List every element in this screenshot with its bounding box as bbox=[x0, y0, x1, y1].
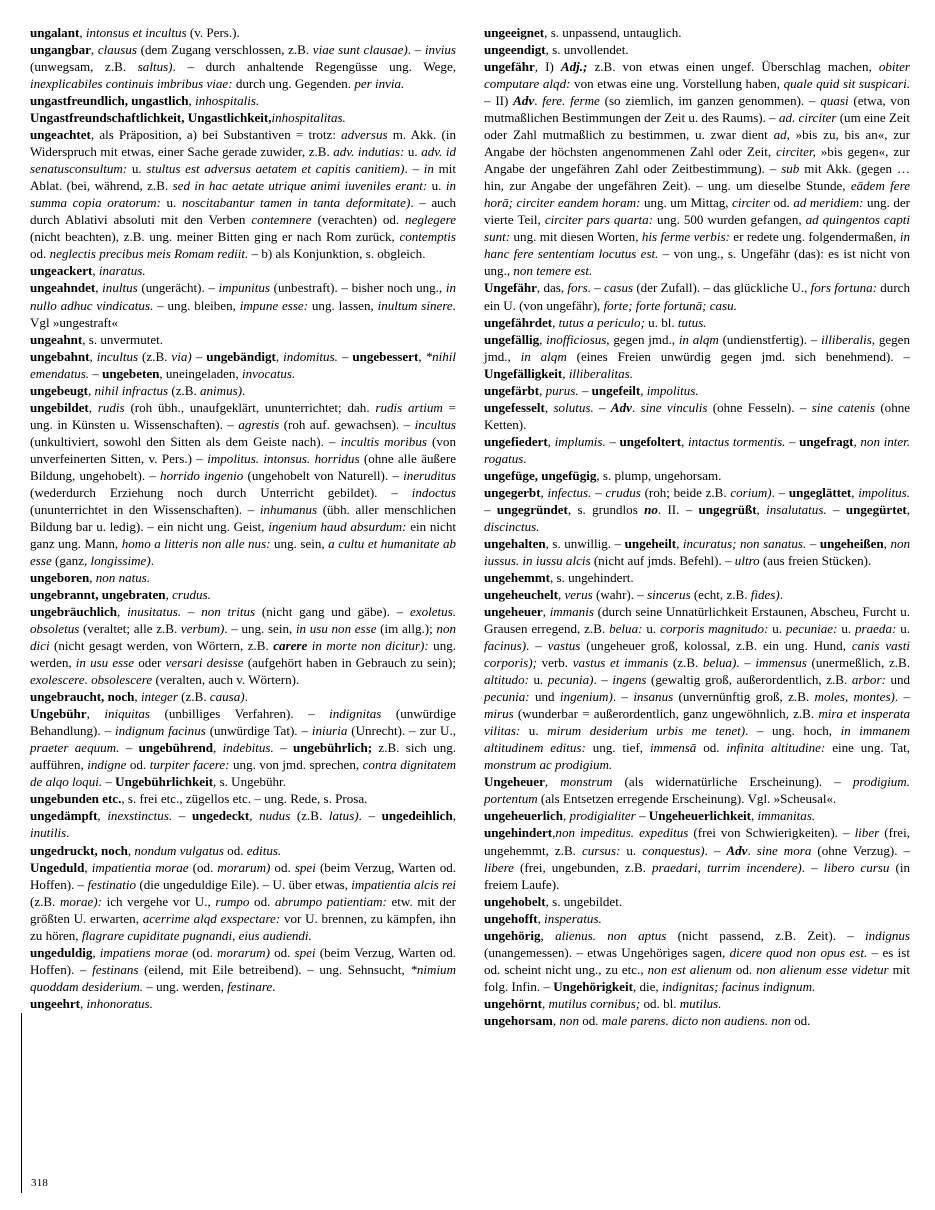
dictionary-entry-ungeahnt: ungeahnt, s. unvermutet. bbox=[30, 331, 164, 347]
left-text-column bbox=[30, 24, 456, 1144]
dictionary-entry-ungeheuer-noun: Ungeheuer, monstrum (als widernatürliche Erscheinung). – prodigium. portentum (als Entsetzen erregende Erscheinung). Vgl. »Scheusal«. bbox=[484, 774, 910, 807]
dictionary-entry-ungehoerig: ungehörig, alienus. non aptus (nicht passend, z.B. Zeit). – indignus (unangemessen). – etwas Ungehöriges sagen, dicere quod non opus est. – es ist od. scheint nicht ung., zu etc., non est alienum od. non alienum esse videtur mit folg. Infin. – Ungehörigkeit, die, indignitas; facinus indignum. bbox=[484, 927, 910, 994]
dictionary-entry-ungegerbt: ungegerbt, infectus. – crudus (roh; beide z.B. corium). – ungeglättet, impolitus. – ungegründet, s. grundlos no. II. – ungegrüßt, insalutatus. – ungegürtet, discinctus. bbox=[484, 484, 911, 534]
dictionary-entry-ungeduld: Ungeduld, impatientia morae (od. morarum) od. spei (beim Verzug, Warten od. Hoffen). – festinatio (die ungeduldige Eile). – U. über etwas, impatientia alcis rei (z.B. morae): ich vergehe vor U., rumpo od. abrumpo patientiam: etw. mit der größten U. erwarten, acerrime alqd exspectare: vor U. brennen, zu kämpfen, ihn zu hören, flagrare cupiditate pugnandi, eius audiendi. bbox=[30, 859, 457, 943]
dictionary-entry-ungefesselt: ungefesselt, solutus. – Adv. sine vinculis (ohne Fesseln). – sine catenis (ohne Ketten). bbox=[484, 399, 911, 432]
page-number: 318 bbox=[31, 1177, 49, 1189]
dictionary-entry-ungehemmt: ungehemmt, s. ungehindert. bbox=[484, 570, 634, 585]
dictionary-entry-ungastfreundlich: ungastfreundlich, ungastlich, inhospitalis. bbox=[30, 93, 260, 109]
dictionary-entry-ungefaehr-noun: Ungefähr, das, fors. – casus (der Zufall). – das glückliche U., fors fortuna: durch ein U. (von ungefähr), forte; forte fortunā; casu. bbox=[484, 280, 910, 313]
dictionary-entry-ungangbar: ungangbar, clausus (dem Zugang verschlossen, z.B. viae sunt clausae). – invius (unwegsam, z.B. saltus). – durch anhaltende Regengüsse ung. Wege, inexplicabiles continuis imbribus viae: durch ung. Gegenden. per invia. bbox=[30, 42, 457, 92]
dictionary-entry-ungeeignet: ungeeignet, s. unpassend, untauglich. bbox=[484, 25, 682, 40]
dictionary-entry-ungedaempft: ungedämpft, inexstinctus. – ungedeckt, nudus (z.B. latus). – ungedeihlich, inutilis. bbox=[30, 808, 456, 841]
right-text-column bbox=[484, 24, 910, 1144]
dictionary-entry-ungeahndet: ungeahndet, inultus (ungerächt). – impunitus (unbestraft). – bisher noch ung., in nullo adhuc vindicatus. – ung. bleiben, impune esse: ung. lassen, inultum sinere. Vgl »ungestraft« bbox=[30, 280, 456, 330]
dictionary-entry-ungefuege: ungefüge, ungefügig, s. plump, ungehorsam. bbox=[484, 467, 722, 483]
dictionary-entry-ungastfreundschaftlichkeit: Ungastfreundschaftlichkeit, Ungastlichkeit,inhospitalitas. bbox=[30, 110, 346, 126]
two-column-text-body bbox=[30, 24, 910, 1144]
dictionary-entry-ungeduldig: ungeduldig, impatiens morae (od. morarum) od. spei (beim Verzug, Warten od. Hoffen). – festinans (eilend, mit Eile betreibend). – ung. Sehnsucht, *nimium quoddam desiderium. – ung. werden, festinare. bbox=[30, 944, 457, 994]
dictionary-entry-ungehofft: ungehofft, insperatus. bbox=[484, 910, 602, 926]
dictionary-entry-ungeachtet: ungeachtet, als Präposition, a) bei Substantiven = trotz: adversus m. Akk. (in Widerspruch mit etwas, einer Sache gerade zuwider, z.B. adv. indutias: u. adv. id senatusconsultum: u. stultus est adversus aetatem et capitis canitiem). – in mit Ablat. (bei, während, z.B. sed in hac aetate utrique animi iuveniles erant: u. in summa copia oratorum: u. noscitabantur tamen in tanta deformitate). – auch durch Ablativi absoluti mit den Verben contemnere (verachten) od. neglegere (nicht beachten), z.B. ung. meiner Bitten ging er nach Rom zurück, contemptis od. neglectis precibus meis Romam rediit. – b) als Konjunktion, s. obgleich. bbox=[30, 127, 456, 262]
dictionary-entry-ungeendigt: ungeendigt, s. unvollendet. bbox=[484, 42, 629, 58]
dictionary-entry-ungehobelt: ungehobelt, s. ungebildet. bbox=[484, 893, 623, 909]
dictionary-entry-ungedruckt: ungedruckt, noch, nondum vulgatus od. editus. bbox=[30, 842, 282, 858]
dictionary-entry-ungeehrt: ungeehrt, inhonoratus. bbox=[30, 995, 153, 1011]
dictionary-entry-ungefaellig: ungefällig, inofficiosus, gegen jmd., in alqm (undienstfertig). – illiberalis, gegen jmd., in alqm (eines Freien unwürdig gegen jmd. sich benehmend). – Ungefälligkeit, illiberalitas. bbox=[484, 331, 910, 381]
dictionary-entry-ungeheuer-adj: ungeheuer, immanis (durch seine Unnatürlichkeit Erstaunen, Abscheu, Furcht u. Grausen erregend, z.B. belua: u. corporis magnitudo: u. pecuniae: u. praeda: u. facinus). – vastus (ungeheuer groß, kolossal, z.B. ein ung. Hund, canis vasti corporis); verb. vastus et immanis (z.B. belua). – immensus (unermeßlich, z.B. altitudo: u. pecunia). – ingens (gewaltig groß, außerordentlich, z.B. arbor: und pecunia: und ingenium). – insanus (unvernünftig groß, z.B. moles, montes). – mirus (wunderbar = außerordentlich, ganz ungewöhnlich, z.B. mira et insperata vilitas: u. mirum desiderium urbis me tenet). – ung. hoch, in immanem altitudinem editus: ung. tief, immensā od. infinita altitudine: eine ung. Tat, monstrum ac prodigium. bbox=[484, 604, 911, 773]
dictionary-entry-ungebildet: ungebildet, rudis (roh übh., unaufgeklärt, ununterrichtet; dah. rudis artium = ung. in Künsten u. Wissenschaften). – agrestis (roh auf. gewachsen). – incultus (unkultiviert, sowohl den Sitten als dem Geiste nach). – incultis moribus (von unverfeinerten Sitten, v. Pers.) – impolitus. intonsus. horridus (ohne alle äußere Bildung, ungehobelt). – horrido ingenio (ungehobelt von Naturell). – ineruditus (wederdurch Erziehung noch durch Unterricht gebildet). – indoctus (ununterrichtet in den Wissenschaften). – inhumanus (übh. aller menschlichen Bildung bar u. ledig). – ein nicht ung. Geist, ingenium haud absurdum: ein nicht ganz ung. Mann, homo a litteris non alle nus: ung. sein, a cultu et humanitate ab esse (ganz, longissime). bbox=[30, 399, 457, 568]
dictionary-entry-ungefiedert: ungefiedert, implumis. – ungefoltert, intactus tormentis. – ungefragt, non inter. rogatus. bbox=[484, 433, 911, 466]
dictionary-entry-ungehalten: ungehalten, s. unwillig. – ungeheilt, incuratus; non sanatus. – ungeheißen, non iussus. in iussu alcis (nicht auf jmds. Befehl). – ultro (aus freien Stücken). bbox=[484, 535, 911, 568]
dictionary-entry-ungebunden: ungebunden etc., s. frei etc., zügellos etc. – ung. Rede, s. Prosa. bbox=[30, 791, 368, 807]
dictionary-entry-ungefaehrdet: ungefährdet, tutus a periculo; u. bl. tutus. bbox=[484, 314, 707, 330]
dictionary-entry-ungebahnt: ungebahnt, incultus (z.B. via) – ungebändigt, indomitus. – ungebessert, *nihil emendatus. – ungebeten, uneingeladen, invocatus. bbox=[30, 348, 457, 381]
folio-vertical-rule bbox=[21, 1013, 22, 1193]
dictionary-entry-ungeackert: ungeackert, inaratus. bbox=[30, 263, 146, 279]
dictionary-entry-ungeboren: ungeboren, non natus. bbox=[30, 570, 151, 585]
dictionary-entry-ungefaehr-adj: ungefähr, I) Adj.; z.B. von etwas einen ungef. Überschlag machen, obiter computare alqd: von etwas eine ung. Vorstellung haben, quale quid sit suspicari. – II) Adv. fere. ferme (so ziemlich, im ganzen genommen). – quasi (etwa, von mutmaßlichen Bestimmungen der Zeit u. des Raums). – ad. circiter (um eine Zeit oder Zahl mutmaßlich zu bestimmen, u. zwar dient ad, »bis zu, bis an«, zur Angabe der höchsten angenommenen Zahl oder Zeit, circiter, »bis gegen«, zur Angabe der ungefähren Zahl oder Zeitbestimmung). – sub mit Akk. (gegen … hin, zur Angabe der ungefähren Zeit). – ung. um dieselbe Stunde, eādem fere horā; circiter eandem horam: ung. um Mittag, circiter od. ad meridiem: ung. der vierte Teil, circiter pars quarta: ung. 500 wurden gefangen, ad quingentos capti sunt: ung. mit diesen Worten, his ferme verbis: er redete ung. folgendermaßen, in hanc fere sententiam locutus est. – von ung., s. Ungefähr (das): es ist nicht von ung., non temere est. bbox=[484, 59, 911, 279]
dictionary-entry-ungebraucht: ungebraucht, noch, integer (z.B. causa). bbox=[30, 689, 248, 705]
dictionary-entry-ungehindert: ungehindert,non impeditus. expeditus (frei von Schwierigkeiten). – liber (frei, ungehemmt, z.B. cursus: u. conquestus). – Adv. sine mora (ohne Verzug). – libere (frei, ungebunden, z.B. praedari, turrim incendere). – libero cursu (in freiem Laufe). bbox=[484, 825, 911, 892]
dictionary-entry-ungeheuchelt: ungeheuchelt, verus (wahr). – sincerus (echt, z.B. fides). bbox=[484, 587, 783, 603]
dictionary-entry-ungebeugt: ungebeugt, nihil infractus (z.B. animus). bbox=[30, 382, 246, 398]
dictionary-entry-ungalant: ungalant, intonsus et incultus (v. Pers.). bbox=[30, 25, 240, 40]
dictionary-entry-ungehorsam: ungehorsam, non od. male parens. dicto non audiens. non od. bbox=[484, 1012, 811, 1028]
dictionary-entry-ungebuehr: Ungebühr, iniquitas (unbilliges Verfahren). – indignitas (unwürdige Behandlung). – indignum facinus (unwürdige Tat). – iniuria (Unrecht). – zur U., praeter aequum. – ungebührend, indebitus. – ungebührlich; z.B. sich ung. aufführen, indigne od. turpiter facere: ung. von jmd. sprechen, contra dignitatem de alqo loqui. – Ungebührlichkeit, s. Ungebühr. bbox=[30, 706, 457, 790]
dictionary-entry-ungefaerbt: ungefärbt, purus. – ungefeilt, impolitus. bbox=[484, 382, 699, 398]
dictionary-entry-ungebrannt: ungebrannt, ungebraten, crudus. bbox=[30, 587, 211, 603]
dictionary-entry-ungebraeuchlich: ungebräuchlich, inusitatus. – non tritus (nicht gang und gäbe). – exoletus. obsoletus (veraltet; alle z.B. verbum). – ung. sein, in usu non esse (im allg.); non dici (nicht gesagt werden, von Wörtern, z.B. carere in morte non dicitur): ung. werden, in usu esse oder versari desisse (aufgehört haben in Gebrauch zu sein); exolescere. obsolescere (veralten, auch v. Wörtern). bbox=[30, 604, 457, 688]
dictionary-entry-ungehoernt: ungehörnt, mutilus cornibus; od. bl. mutilus. bbox=[484, 995, 722, 1011]
dictionary-entry-ungeheuerlich: ungeheuerlich, prodigialiter – Ungeheuerlichkeit, immanitas. bbox=[484, 808, 816, 824]
